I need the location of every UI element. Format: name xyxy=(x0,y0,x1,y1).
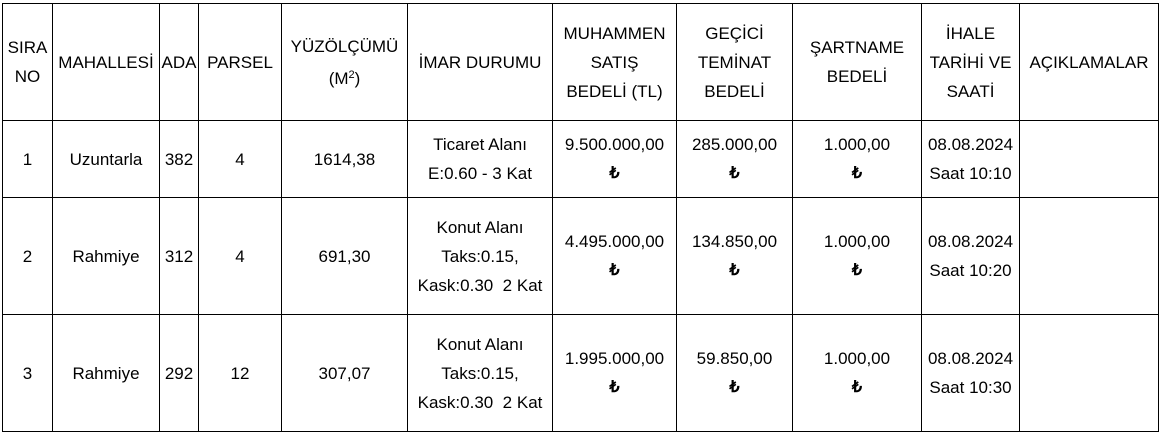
lira-icon: ₺ xyxy=(729,262,740,279)
header-yuzolcumu: YÜZÖLÇÜMÜ $(M^2)$ xyxy=(282,4,408,121)
cell-yuzolcumu: 307,07 xyxy=(282,315,408,432)
header-row xyxy=(3,4,1159,121)
header-sartname: ŞARTNAME BEDELİ xyxy=(793,4,922,121)
cell-aciklama xyxy=(1020,315,1159,432)
cell-parsel: 4 xyxy=(199,198,282,315)
cell-ada: 312 xyxy=(160,198,199,315)
cell-muhammen: 9.500.000,00 ₺ xyxy=(553,121,677,198)
header-mahallesi: MAHALLESİ xyxy=(53,4,160,121)
header-imar-durumu: İMAR DURUMU xyxy=(408,4,553,121)
lira-icon: ₺ xyxy=(729,379,740,396)
cell-ada: 292 xyxy=(160,315,199,432)
cell-aciklama xyxy=(1020,121,1159,198)
cell-sira: 1 xyxy=(3,121,53,198)
lira-icon: ₺ xyxy=(851,165,863,182)
cell-muhammen: 4.495.000,00 ₺ xyxy=(553,198,677,315)
header-ihale: İHALE TARİHİ VE SAATİ xyxy=(922,4,1020,121)
header-sira-no: SIRA NO xyxy=(3,4,53,121)
cell-parsel: 12 xyxy=(199,315,282,432)
table-row xyxy=(3,315,1159,432)
cell-mahalle: Rahmiye xyxy=(53,315,160,432)
cell-teminat: 59.850,00 ₺ xyxy=(677,315,793,432)
cell-muhammen: 1.995.000,00 ₺ xyxy=(553,315,677,432)
header-ada: ADA xyxy=(160,4,199,121)
cell-sira: 2 xyxy=(3,198,53,315)
cell-sartname: 1.000,00 ₺ xyxy=(793,198,922,315)
cell-sartname: 1.000,00 ₺ xyxy=(793,121,922,198)
cell-mahalle: Uzuntarla xyxy=(53,121,160,198)
cell-parsel: 4 xyxy=(199,121,282,198)
cell-aciklama xyxy=(1020,198,1159,315)
cell-teminat: 285.000,00 ₺ xyxy=(677,121,793,198)
lira-icon: ₺ xyxy=(851,262,863,279)
cell-teminat: 134.850,00 ₺ xyxy=(677,198,793,315)
cell-yuzolcumu: 1614,38 xyxy=(282,121,408,198)
header-aciklamalar: AÇIKLAMALAR xyxy=(1020,4,1159,121)
table-row xyxy=(3,121,1159,198)
lira-icon: ₺ xyxy=(609,379,620,396)
table-row xyxy=(3,198,1159,315)
cell-sartname: 1.000,00 ₺ xyxy=(793,315,922,432)
cell-yuzolcumu: 691,30 xyxy=(282,198,408,315)
lira-icon: ₺ xyxy=(851,379,863,396)
cell-ihale: 08.08.2024 Saat 10:30 xyxy=(922,315,1020,432)
cell-imar: Konut Alanı Taks:0.15, Kask:0.30 2 Kat xyxy=(408,315,553,432)
lira-icon: ₺ xyxy=(729,165,740,182)
ihale-table xyxy=(2,3,1159,432)
cell-ihale: 08.08.2024 Saat 10:10 xyxy=(922,121,1020,198)
cell-ihale: 08.08.2024 Saat 10:20 xyxy=(922,198,1020,315)
lira-icon: ₺ xyxy=(609,262,620,279)
lira-icon: ₺ xyxy=(609,165,620,182)
header-muhammen: MUHAMMEN SATIŞ BEDELİ (TL) xyxy=(553,4,677,121)
header-gecici-teminat: GEÇİCİ TEMİNAT BEDELİ xyxy=(677,4,793,121)
cell-sira: 3 xyxy=(3,315,53,432)
cell-ada: 382 xyxy=(160,121,199,198)
cell-imar: Ticaret Alanı E:0.60 - 3 Kat xyxy=(408,121,553,198)
cell-imar: Konut Alanı Taks:0.15, Kask:0.30 2 Kat xyxy=(408,198,553,315)
cell-mahalle: Rahmiye xyxy=(53,198,160,315)
header-parsel: PARSEL xyxy=(199,4,282,121)
